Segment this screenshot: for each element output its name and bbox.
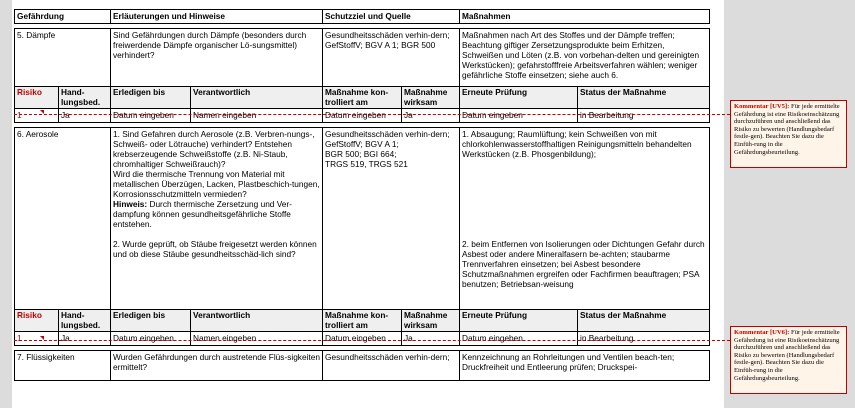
section-row-aerosole xyxy=(15,128,710,310)
section-measures xyxy=(460,128,710,310)
section-row-daempfe xyxy=(15,29,710,87)
pruefung-date-field[interactable]: Datum eingeben xyxy=(460,332,578,346)
col-handlungsbedarf: Hand- lungsbed. xyxy=(59,310,111,332)
col-erledigen: Erledigen bis xyxy=(111,310,191,332)
section-explanation: Sind Gefährdungen durch Dämpfe (besonders durch freiwerdende Dämpfe organischer Lö-sungsmittel) verhindert? xyxy=(111,29,323,87)
kontrolliert-date-field[interactable]: Datum eingeben xyxy=(323,109,402,123)
comment-leader-line xyxy=(14,340,730,341)
comment-anchor-icon xyxy=(40,110,44,114)
col-status: Status der Maßnahme xyxy=(578,310,710,332)
section-title: 7. Flüssigkeiten xyxy=(15,351,111,381)
header-massnahmen: Maßnahmen xyxy=(460,10,710,24)
hint-label: Hinweis: xyxy=(113,199,148,209)
verantwortlich-name-field[interactable]: Namen eingeben xyxy=(191,332,323,346)
section-source: Gesundheitsschäden verhin-dern; xyxy=(323,351,460,381)
handlungsbedarf-field[interactable]: Ja xyxy=(59,109,111,123)
comment-text: Für jede ermittelte Gefährdung ist eine Risikoeinschätzung durchzuführen und anschließend das Risiko zu bewerten (Handlungsbedarf festle-gen). Beachten Sie dazu die Einfüh-rung in die Gefährdungsbeurteilung. xyxy=(734,329,840,382)
section-title: 6. Aerosole xyxy=(15,128,111,310)
section-measures: Maßnahmen nach Art des Stoffes und der Dämpfe treffen; Beachtung giftiger Zersetzungsprodukte beim Erhitzen, Schweißen und Löten (z.B. von vorbehan-delten und gereinigten Werkstücken); gefahrstofffreie Arbeitsverfahren wählen; weniger gefährliche Stoffe einsetzen; siehe auch 6. xyxy=(460,29,710,87)
risk-assessment-table xyxy=(14,9,710,381)
comment-leader-line xyxy=(14,114,730,115)
col-kontrolliert: Maßnahme kon- trolliert am xyxy=(323,310,402,332)
col-pruefung: Erneute Prüfung xyxy=(460,87,578,109)
explanation-paragraph-2: 2. Wurde geprüft, ob Stäube freigesetzt werden können und ob diese Stäube gesundheitsschäd-lich sind? xyxy=(113,239,317,259)
col-wirksam: Maßnahme wirksam xyxy=(402,87,460,109)
status-field[interactable]: in Bearbeitung xyxy=(578,332,710,346)
col-erledigen: Erledigen bis xyxy=(111,87,191,109)
risiko-field[interactable]: 1 xyxy=(15,332,59,346)
verantwortlich-name-field[interactable]: Namen eingeben xyxy=(191,109,323,123)
explanation-paragraph-1: 1. Sind Gefahren durch Aerosole (z.B. Verbren-nungs-, Schweiß- oder Lötrauche) verhindert? Entstehen krebserzeugende Schweißstoffe (z.B. Ni-Staub, chromhaltiger Schweißrauch)? Wird die thermische Trennung von Material mit metallischen Überzügen, Lacken, Plastbeschich-tungen, Korrosionsschutzmitteln vermieden? xyxy=(113,129,320,199)
comment-uv6[interactable] xyxy=(730,326,847,394)
comment-text: Für jede ermittelte Gefährdung ist eine Risikoeinschätzung durchzuführen und anschließend das Risiko zu bewerten (Handlungsbedarf festle-gen). Beachten Sie dazu die Einfüh-rung in die Gefährdungsbeurteilung. xyxy=(734,103,840,156)
section-explanation xyxy=(111,128,323,310)
pruefung-date-field[interactable]: Datum eingeben xyxy=(460,109,578,123)
col-risiko: Risiko xyxy=(15,310,59,332)
handlungsbedarf-field[interactable]: Ja xyxy=(59,332,111,346)
col-risiko: Risiko xyxy=(15,87,59,109)
col-kontrolliert: Maßnahme kon- trolliert am xyxy=(323,87,402,109)
col-verantwortlich: Verantwortlich xyxy=(191,310,323,332)
document-sheet xyxy=(12,0,724,408)
table-header-row xyxy=(15,10,710,24)
comment-label: Kommentar [UV5]: xyxy=(734,103,790,110)
section-source: Gesundheitsschäden verhin-dern; GefStoffV; BGV A 1; BGR 500 xyxy=(323,29,460,87)
risiko-field[interactable]: 1 xyxy=(15,109,59,123)
col-wirksam: Maßnahme wirksam xyxy=(402,310,460,332)
erledigen-date-field[interactable]: Datum eingeben xyxy=(111,109,191,123)
explanation-hint xyxy=(113,199,320,229)
section-measures: Kennzeichnung an Rohrleitungen und Ventilen beach-ten; Druckfreiheit und Entleerung prüfen; Druckspei- xyxy=(460,351,710,381)
header-schutzziel: Schutzziel und Quelle xyxy=(323,10,460,24)
status-header-row xyxy=(15,87,710,109)
section-title: 5. Dämpfe xyxy=(15,29,111,87)
header-gefaehrdung: Gefährdung xyxy=(15,10,111,24)
header-erlaeuterungen: Erläuterungen und Hinweise xyxy=(111,10,323,24)
wirksam-field[interactable]: Ja xyxy=(402,109,460,123)
status-values-row xyxy=(15,109,710,123)
col-status: Status der Maßnahme xyxy=(578,87,710,109)
wirksam-field[interactable]: Ja xyxy=(402,332,460,346)
measures-paragraph-2: 2. beim Entfernen von Isolierungen oder Dichtungen Gefahr durch Asbest oder andere Mineralfasern be-achten; staubarme Trennverfahren einsetzen; bei Asbest besondere Schutzmaßnahmen ergreifen oder Fachfirmen beauftragen; PSA benutzen; Betriebsan-weisung xyxy=(462,239,705,289)
status-field[interactable]: in Bearbeitung xyxy=(578,109,710,123)
section-row-fluessigkeiten xyxy=(15,351,710,381)
kontrolliert-date-field[interactable]: Datum eingeben xyxy=(323,332,402,346)
col-pruefung: Erneute Prüfung xyxy=(460,310,578,332)
col-verantwortlich: Verantwortlich xyxy=(191,87,323,109)
section-explanation: Wurden Gefährdungen durch austretende Flüs-sigkeiten ermittelt? xyxy=(111,351,323,381)
section-source: Gesundheitsschäden verhin-dern; GefStoffV; BGV A 1; BGR 500; BGI 664; TRGS 519, TRGS 521 xyxy=(323,128,460,310)
hint-text: Durch thermische Zersetzung und Ver-dampfung können gesundheitsgefährliche Stoffe entstehen. xyxy=(113,199,292,229)
col-handlungsbedarf: Hand- lungsbed. xyxy=(59,87,111,109)
erledigen-date-field[interactable]: Datum eingeben xyxy=(111,332,191,346)
measures-paragraph-1: 1. Absaugung; Raumlüftung; kein Schweißen von mit chlorkohlenwasserstoffhaltigen Reinigungsmitteln behandelten Werkstücken (z.B. Phosgenbildung); xyxy=(462,129,692,159)
status-values-row xyxy=(15,332,710,346)
status-header-row xyxy=(15,310,710,332)
comment-uv5[interactable] xyxy=(730,100,847,168)
comment-label: Kommentar [UV6]: xyxy=(734,329,790,336)
comment-anchor-icon xyxy=(40,336,44,340)
